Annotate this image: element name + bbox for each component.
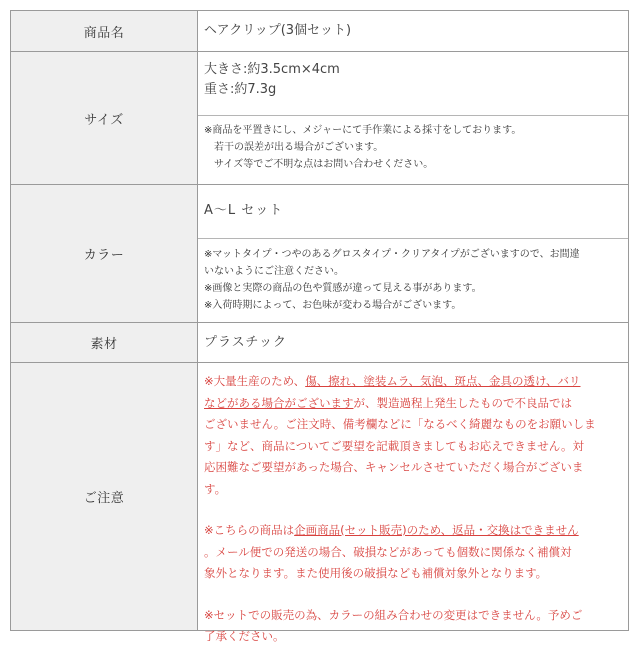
color-divider (198, 238, 628, 239)
caution-line: ※セットでの販売の為、カラーの組み合わせの変更はできません。予めご (204, 607, 583, 622)
label-color: カラー (11, 185, 198, 322)
row-size (11, 51, 628, 184)
label-caution: ご注意 (11, 363, 198, 630)
color-note-line: ※マットタイプ・つやのあるグロスタイプ・クリアタイプがございますので、お間違 (204, 249, 580, 260)
caution-line: ございません。ご注文時、備考欄などに「なるべく綺麗なものをお願いしま (204, 417, 596, 431)
caution-line: ※こちらの商品は企画商品(セット販売)のため、返品・交換はできません (204, 523, 579, 537)
caution-notes (198, 371, 628, 648)
size-dimensions: 大きさ:約3.5cm×4cm (204, 62, 340, 77)
caution-line: す。 (204, 481, 227, 496)
caution-line: す」など、商品についてご要望を記載頂きましてもお応えできません。対 (204, 438, 584, 453)
caution-line: 了承ください。 (204, 629, 285, 643)
row-caution (11, 362, 628, 643)
size-divider (198, 115, 628, 116)
size-weight: 重さ:約7.3g (204, 82, 277, 97)
row-product-name (11, 11, 628, 51)
caution-line: 応困難なご要望があった場合、キャンセルさせていただく場合がございま (204, 460, 584, 474)
value-product-name: ヘアクリップ(3個セット) (204, 23, 352, 38)
color-note-line: ※入荷時期によって、お色味が変わる場合がございます。 (204, 300, 462, 311)
caution-line: ※大量生産のため、傷、擦れ、塗装ムラ、気泡、斑点、金具の透け、バリ (204, 374, 581, 388)
size-note-line: ※商品を平置きにし、メジャーにて手作業による採寸をしております。 (204, 125, 522, 136)
size-note-line: 若干の誤差が出る場合がございます。 (204, 142, 384, 153)
label-product-name: 商品名 (11, 11, 198, 51)
label-material: 素材 (11, 323, 198, 362)
color-note-line: いないようにご注意ください。 (204, 266, 344, 277)
size-notes (198, 122, 628, 173)
value-color: A〜L セット (204, 203, 284, 218)
caution-line: 象外となります。また使用後の破損なども補償対象外となります。 (204, 566, 548, 580)
size-note-line: サイズ等でご不明な点はお問い合わせください。 (204, 159, 434, 170)
caution-line: 。メール便での発送の場合、破損などがあっても個数に関係なく補償対 (204, 544, 572, 559)
color-notes (198, 246, 628, 314)
row-color (11, 184, 628, 322)
product-spec-table (10, 10, 629, 643)
caution-line: などがある場合がございますが、製造過程上発生したもので不良品では (204, 395, 572, 410)
color-note-line: ※画像と実際の商品の色や質感が違って見える事があります。 (204, 283, 482, 294)
value-material: プラスチック (204, 335, 287, 350)
row-material (11, 322, 628, 362)
size-values (198, 60, 628, 100)
label-size: サイズ (11, 52, 198, 184)
